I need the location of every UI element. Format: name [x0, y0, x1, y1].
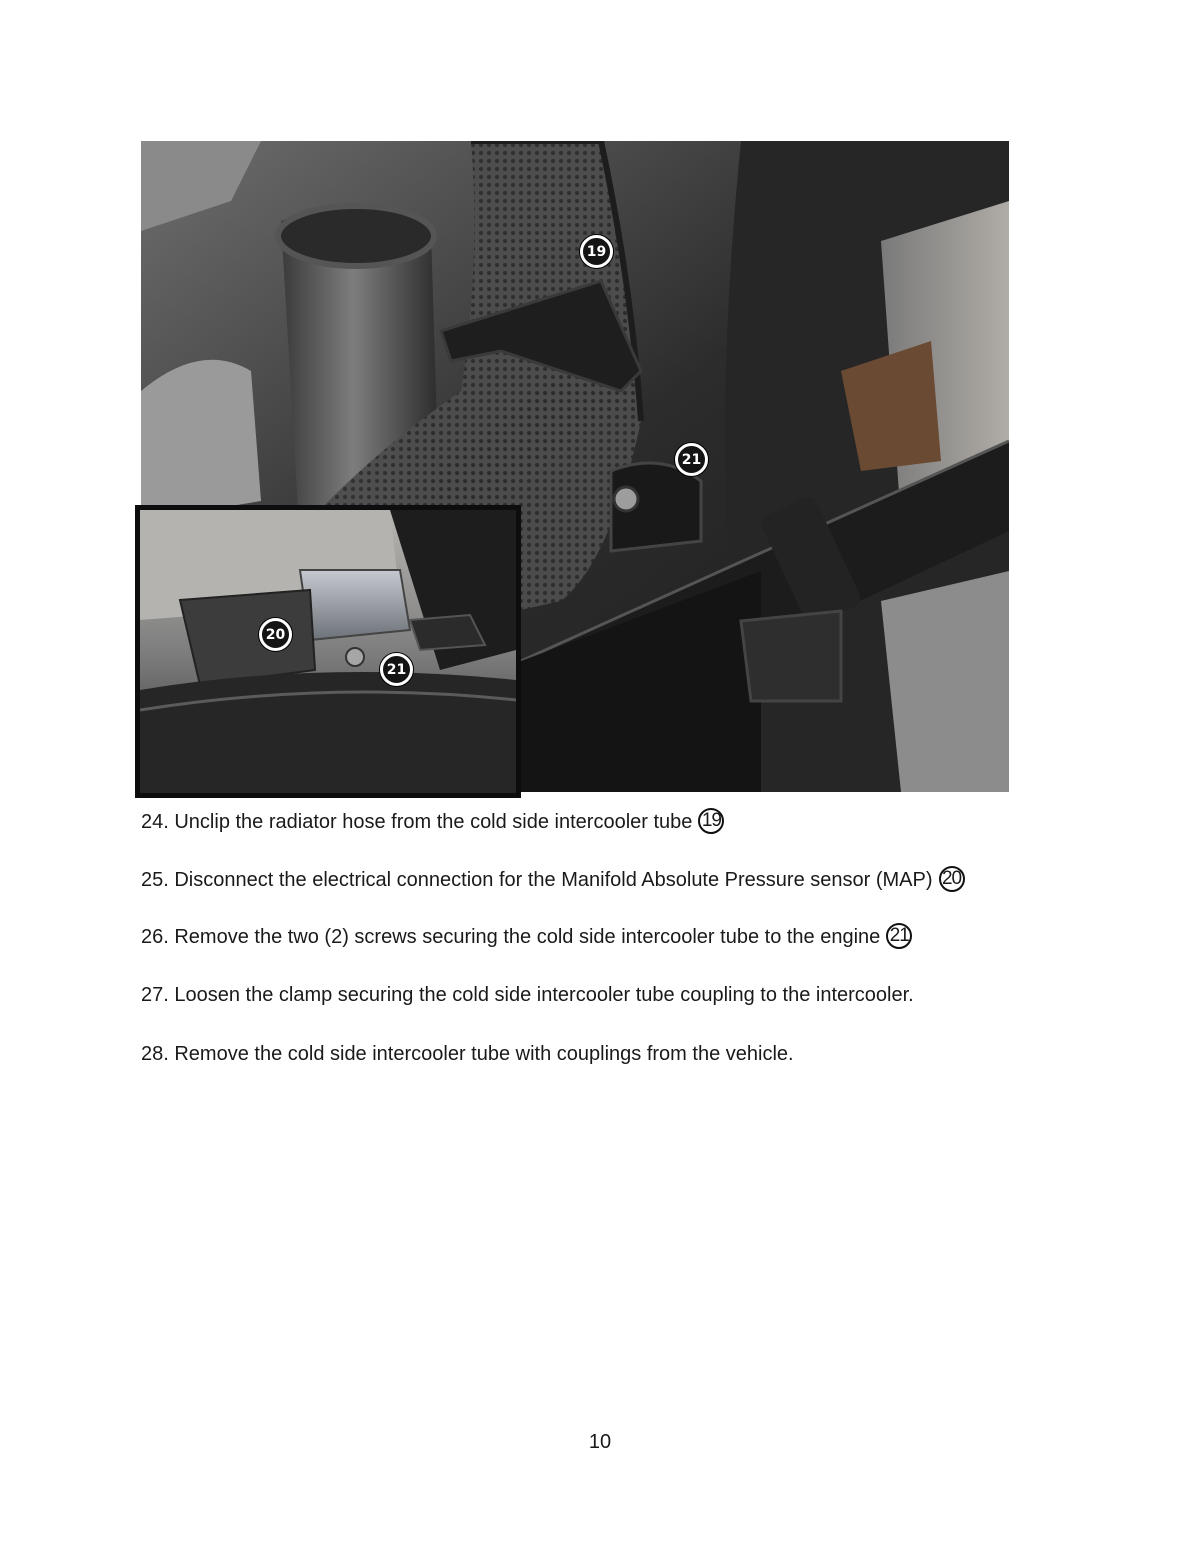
step-24 — [141, 808, 724, 836]
reference-callout: 19 — [698, 808, 724, 834]
map-sensor-illustration — [140, 510, 516, 793]
callout-20: 20 — [259, 618, 292, 651]
reference-callout: 21 — [886, 923, 912, 949]
step-28 — [141, 1040, 794, 1068]
step-27 — [141, 981, 914, 1009]
inset-photo — [135, 505, 521, 798]
callout-21: 21 — [675, 443, 708, 476]
step-26 — [141, 923, 912, 951]
page-number: 10 — [588, 1431, 612, 1453]
step-25 — [141, 866, 965, 894]
step-text: 27. Loosen the clamp securing the cold side intercooler tube coupling to the intercooler. — [141, 984, 914, 1006]
step-text: 25. Disconnect the electrical connection for the Manifold Absolute Pressure sensor (MAP) — [141, 869, 933, 891]
step-text: 28. Remove the cold side intercooler tube with couplings from the vehicle. — [141, 1043, 794, 1065]
step-text: 24. Unclip the radiator hose from the cold side intercooler tube — [141, 811, 693, 833]
callout-21-inset: 21 — [380, 653, 413, 686]
callout-19: 19 — [580, 235, 613, 268]
step-text: 26. Remove the two (2) screws securing the cold side intercooler tube to the engine — [141, 926, 881, 948]
reference-callout: 20 — [939, 866, 965, 892]
